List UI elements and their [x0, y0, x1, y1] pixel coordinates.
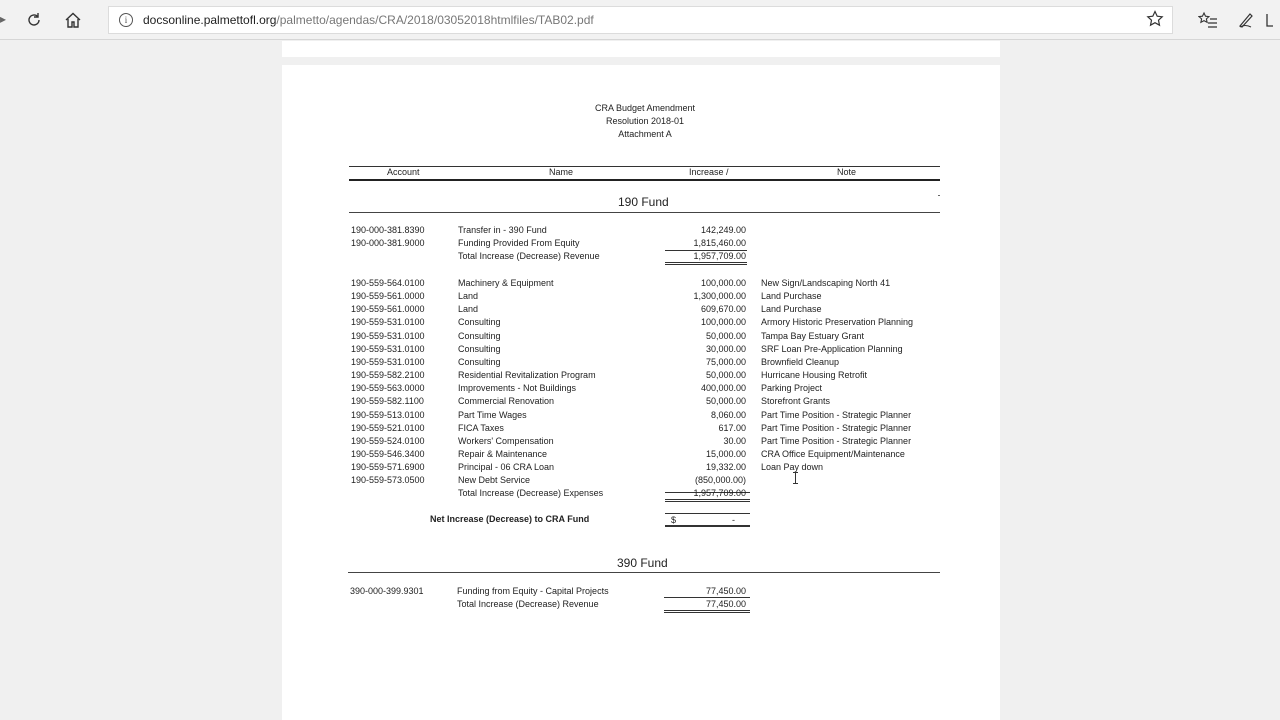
account-cell: 190-559-531.0100	[351, 343, 425, 354]
table-row	[282, 331, 982, 344]
header-note: Note	[837, 167, 857, 177]
amount-cell: 100,000.00	[700, 317, 746, 328]
note-cell: Part Time Position - Strategic Planner	[761, 435, 912, 446]
account-cell: 190-559-513.0100	[351, 409, 425, 420]
note-cell: Loan Pay down	[761, 462, 824, 473]
name-cell: Consulting	[458, 356, 501, 367]
fund-390-rule	[348, 572, 940, 573]
name-cell: Commercial Renovation	[458, 396, 555, 407]
net-change-box	[665, 513, 750, 527]
favorite-star-icon[interactable]	[1146, 10, 1164, 33]
pdf-page	[282, 65, 1000, 720]
account-cell: 190-559-571.6900	[351, 462, 425, 473]
total-label: Total Increase (Decrease) Revenue	[458, 251, 600, 261]
table-row	[282, 462, 982, 475]
amount-cell: 75,000.00	[705, 356, 746, 367]
title-line: CRA Budget Amendment	[594, 103, 696, 113]
account-cell: 190-559-524.0100	[351, 435, 425, 446]
amount-cell: 609,670.00	[700, 304, 746, 315]
table-row	[282, 291, 982, 304]
table-row	[282, 225, 982, 238]
name-cell: Residential Revitalization Program	[458, 370, 596, 381]
table-row	[282, 238, 982, 251]
name-cell: Land	[458, 291, 479, 302]
fund-190-title: 190 Fund	[618, 195, 669, 209]
total-rule	[664, 612, 750, 613]
account-cell: 190-559-521.0100	[351, 422, 425, 433]
browser-toolbar	[0, 0, 1280, 40]
total-row	[282, 488, 982, 501]
header-name: Name	[549, 167, 574, 177]
amount-cell: 142,249.00	[700, 225, 746, 235]
url-text[interactable]: docsonline.palmettofl.org/palmetto/agendas/CRA/2018/03052018htmlfiles/TAB02.pdf	[143, 13, 594, 27]
subtotal-rule	[664, 597, 750, 598]
amount-cell: 1,300,000.00	[693, 291, 746, 302]
title-line: Attachment A	[618, 129, 672, 139]
name-cell: Funding from Equity - Capital Projects	[457, 586, 609, 596]
table-row	[282, 586, 982, 599]
table-row	[282, 344, 982, 357]
name-cell: Consulting	[458, 343, 501, 354]
note-cell: New Sign/Landscaping North 41	[761, 278, 891, 288]
account-cell: 190-559-582.2100	[351, 370, 425, 381]
name-cell: FICA Taxes	[458, 422, 504, 433]
table-row	[282, 317, 982, 330]
account-cell: 190-559-561.0000	[351, 304, 425, 315]
amount-cell: 617.00	[718, 422, 746, 433]
net-change-value: -	[732, 515, 735, 525]
amount-cell: 30.00	[723, 435, 746, 446]
table-row	[282, 278, 982, 291]
account-cell: 190-559-531.0100	[351, 356, 425, 367]
name-cell: Machinery & Equipment	[458, 278, 554, 288]
amount-cell: 19,332.00	[705, 462, 746, 473]
amount-cell: 50,000.00	[705, 396, 746, 407]
total-amount: 77,450.00	[705, 599, 746, 609]
total-rule	[665, 501, 750, 502]
table-row	[282, 475, 982, 488]
name-cell: Funding Provided From Equity	[458, 238, 580, 248]
account-cell: 190-559-546.3400	[351, 449, 425, 459]
account-cell: 190-000-381.8390	[351, 225, 425, 235]
title-line: Resolution 2018-01	[605, 116, 685, 126]
total-rule	[665, 262, 747, 263]
header-rule	[349, 179, 940, 181]
back-icon[interactable]: ▸	[0, 12, 7, 26]
amount-cell: 8,060.00	[710, 409, 746, 420]
account-cell: 390-000-399.9301	[350, 586, 424, 596]
total-rule	[665, 499, 750, 500]
table-row	[282, 357, 982, 370]
table-row	[282, 436, 982, 449]
table-row	[282, 410, 982, 423]
total-rule	[664, 610, 750, 611]
net-change-currency: $	[671, 515, 677, 525]
amount-cell: 50,000.00	[705, 370, 746, 381]
table-row	[282, 449, 982, 462]
table-row	[282, 396, 982, 409]
previous-page	[282, 41, 1000, 57]
total-row	[282, 251, 982, 264]
account-cell: 190-559-531.0100	[351, 317, 425, 328]
favorites-list-icon[interactable]	[1193, 5, 1223, 35]
header-account: Account	[387, 167, 420, 177]
note-cell: Storefront Grants	[761, 396, 831, 407]
amount-cell: 30,000.00	[705, 343, 746, 354]
info-icon[interactable]: i	[119, 13, 133, 27]
note-cell: Part Time Position - Strategic Planner	[761, 422, 912, 433]
account-cell: 190-559-564.0100	[351, 278, 425, 288]
account-cell: 190-559-531.0100	[351, 330, 425, 341]
note-cell: Armory Historic Preservation Planning	[761, 317, 914, 328]
total-label: Total Increase (Decrease) Expenses	[458, 488, 604, 498]
amount-cell: 50,000.00	[705, 330, 746, 341]
text-cursor-icon	[795, 472, 796, 484]
note-cell: Tampa Bay Estuary Grant	[761, 330, 865, 341]
fund-190-rule	[349, 212, 940, 213]
pen-icon[interactable]	[1231, 5, 1261, 35]
scan-mark	[938, 195, 940, 196]
account-cell: 190-559-582.1100	[351, 396, 424, 407]
document-title	[282, 102, 1008, 141]
note-cell: CRA Office Equipment/Maintenance	[761, 449, 905, 459]
total-label: Total Increase (Decrease) Revenue	[457, 599, 599, 609]
name-cell: Improvements - Not Buildings	[458, 383, 577, 394]
net-change-label: Net Increase (Decrease) to CRA Fund	[430, 514, 590, 524]
account-cell: 190-559-563.0000	[351, 383, 425, 394]
name-cell: Repair & Maintenance	[458, 449, 548, 459]
name-cell: Transfer in - 390 Fund	[458, 225, 547, 235]
note-cell: Parking Project	[761, 383, 823, 394]
amount-cell: 15,000.00	[705, 449, 746, 459]
name-cell: Consulting	[458, 330, 501, 341]
account-cell: 190-559-573.0500	[351, 475, 425, 486]
total-amount: 1,957,709.00	[693, 251, 746, 261]
table-row	[282, 370, 982, 383]
table-row	[282, 304, 982, 317]
amount-cell: 1,815,460.00	[693, 238, 746, 248]
name-cell: Workers' Compensation	[458, 435, 554, 446]
account-cell: 190-559-561.0000	[351, 291, 425, 302]
more-icon[interactable]	[1264, 5, 1280, 35]
note-cell: Part Time Position - Strategic Planner	[761, 409, 912, 420]
name-cell: Part Time Wages	[458, 409, 527, 420]
refresh-icon[interactable]	[19, 5, 49, 35]
table-row	[282, 423, 982, 436]
name-cell: Consulting	[458, 317, 501, 328]
total-row	[282, 599, 982, 612]
note-cell: Land Purchase	[761, 291, 822, 302]
home-icon[interactable]	[58, 5, 88, 35]
amount-cell: (850,000.00)	[694, 475, 746, 486]
table-row	[282, 383, 982, 396]
fund-390-title: 390 Fund	[617, 556, 668, 570]
address-bar[interactable]	[108, 6, 1173, 34]
amount-cell: 77,450.00	[705, 586, 746, 596]
amount-cell: 400,000.00	[700, 383, 746, 394]
name-cell: Principal - 06 CRA Loan	[458, 462, 555, 473]
note-cell: SRF Loan Pre-Application Planning	[761, 343, 903, 354]
note-cell: Hurricane Housing Retrofit	[761, 370, 868, 381]
note-cell: Brownfield Cleanup	[761, 356, 840, 367]
total-amount: 1,957,709.00	[693, 488, 746, 498]
account-cell: 190-000-381.9000	[351, 238, 425, 248]
amount-cell: 100,000.00	[700, 278, 746, 288]
total-rule	[665, 264, 747, 265]
name-cell: New Debt Service	[458, 475, 531, 486]
header-amount: Increase /	[689, 167, 729, 177]
note-cell: Land Purchase	[761, 304, 822, 315]
name-cell: Land	[458, 304, 479, 315]
